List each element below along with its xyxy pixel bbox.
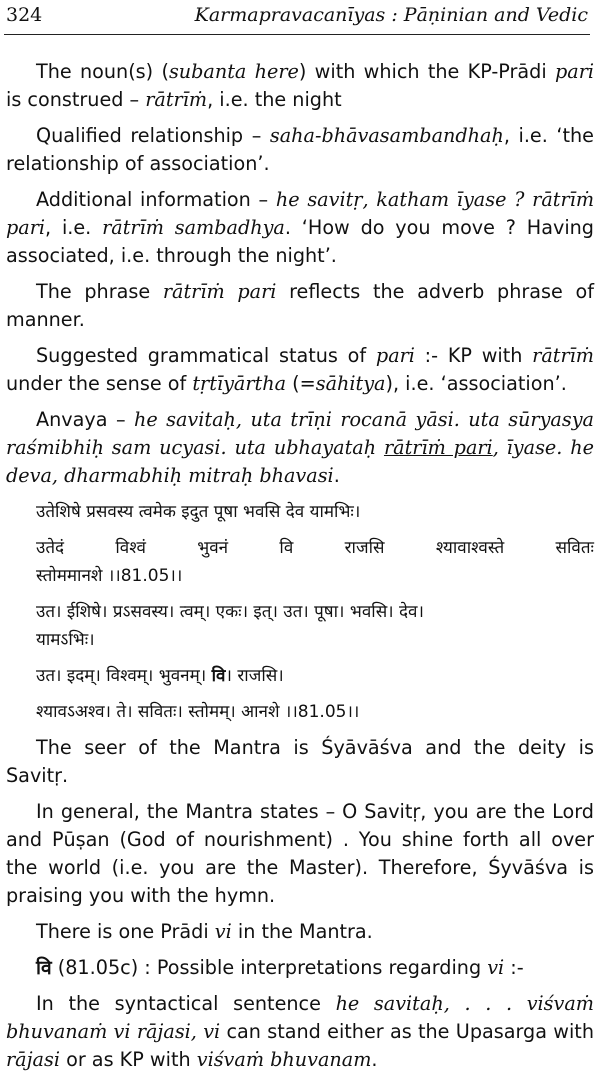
page-header — [4, 4, 590, 35]
sanskrit-padapatha-line-2: यामऽभिः। — [36, 630, 95, 650]
paragraph-relationship: Qualified relationship – saha-bhāvasambandhaḥ, i.e. ‘the relationship of association’. — [6, 124, 594, 175]
paragraph-additional-info: Additional information – he savitṛ, katham īyase ? rātrīṁ pari, i.e. rātrīṁ sambadhya. ‘How do you move ? Having associated, i.e. through the night’. — [6, 188, 595, 267]
paragraph-pradi: There is one Prādi vi in the Mantra. — [36, 920, 373, 943]
paragraph-phrase: The phrase rātrīṁ pari reflects the adverb phrase of manner. — [6, 280, 594, 331]
sanskrit-verse-line-1: उतेशिषे प्रसवस्य त्वमेक इदुत पूषा भवसि देव यामभिः। — [36, 502, 361, 522]
paragraph-syntactical: In the syntactical sentence he savitaḥ, . . . viśvaṁ bhuvanaṁ vi rājasi, vi can stand either as the Upasarga with rājasi or as KP with viśvaṁ bhuvanam. — [6, 992, 594, 1071]
paragraph-anvaya: Anvaya – he savitaḥ, uta trīṇi rocanā yāsi. uta sūryasya raśmibhiḥ sam ucyasi. uta ubhayataḥ rātrīṁ pari, īyase. he deva, dharmabhiḥ mitraḥ bhavasi. — [6, 408, 594, 487]
paragraph-seer: The seer of the Mantra is Śyāvāśva and the deity is Savitṛ. — [6, 736, 594, 787]
sanskrit-verse-line-2: उतेदं विश्वं भुवनं वि राजसि श्यावाश्वस्ते सवितः — [36, 538, 594, 558]
page-body — [6, 58, 594, 1082]
paragraph-noun: The noun(s) (subanta here) with which the KP-Prādi pari is construed – rātrīṁ, i.e. the night — [6, 60, 594, 111]
sanskrit-verse-line-3: स्तोममानशे ।।81.05।। — [36, 566, 183, 586]
page-number: 324 — [6, 4, 43, 26]
paragraph-general-meaning: In general, the Mantra states – O Savitṛ, you are the Lord and Pūṣan (God of nourishment) . You shine forth all over the world (i.e. you are the Master). Therefore, Śyvāśva is praising you with the hymn. — [6, 800, 594, 907]
sanskrit-padapatha-line-1: उत। ईशिषे। प्रऽसवस्य। त्वम्। एकः। इत्। उत। पूषा। भवसि। देव। — [36, 602, 424, 622]
sanskrit-padapatha-line-3: उत। इदम्। विश्वम्। भुवनम्। वि। राजसि। — [36, 666, 284, 686]
paragraph-grammatical-status: Suggested grammatical status of pari :- KP with rātrīṁ under the sense of tṛtīyārtha (=sāhitya), i.e. ‘association’. — [6, 344, 594, 395]
sanskrit-padapatha-line-4: श्यावऽअश्व। ते। सवितः। स्तोमम्। आनशे ।।81.05।। — [36, 702, 360, 722]
running-title: Karmapravacanīyas : Pāṇinian and Vedic — [194, 4, 588, 26]
paragraph-interpretations: वि (81.05c) : Possible interpretations regarding vi :- — [36, 956, 524, 979]
